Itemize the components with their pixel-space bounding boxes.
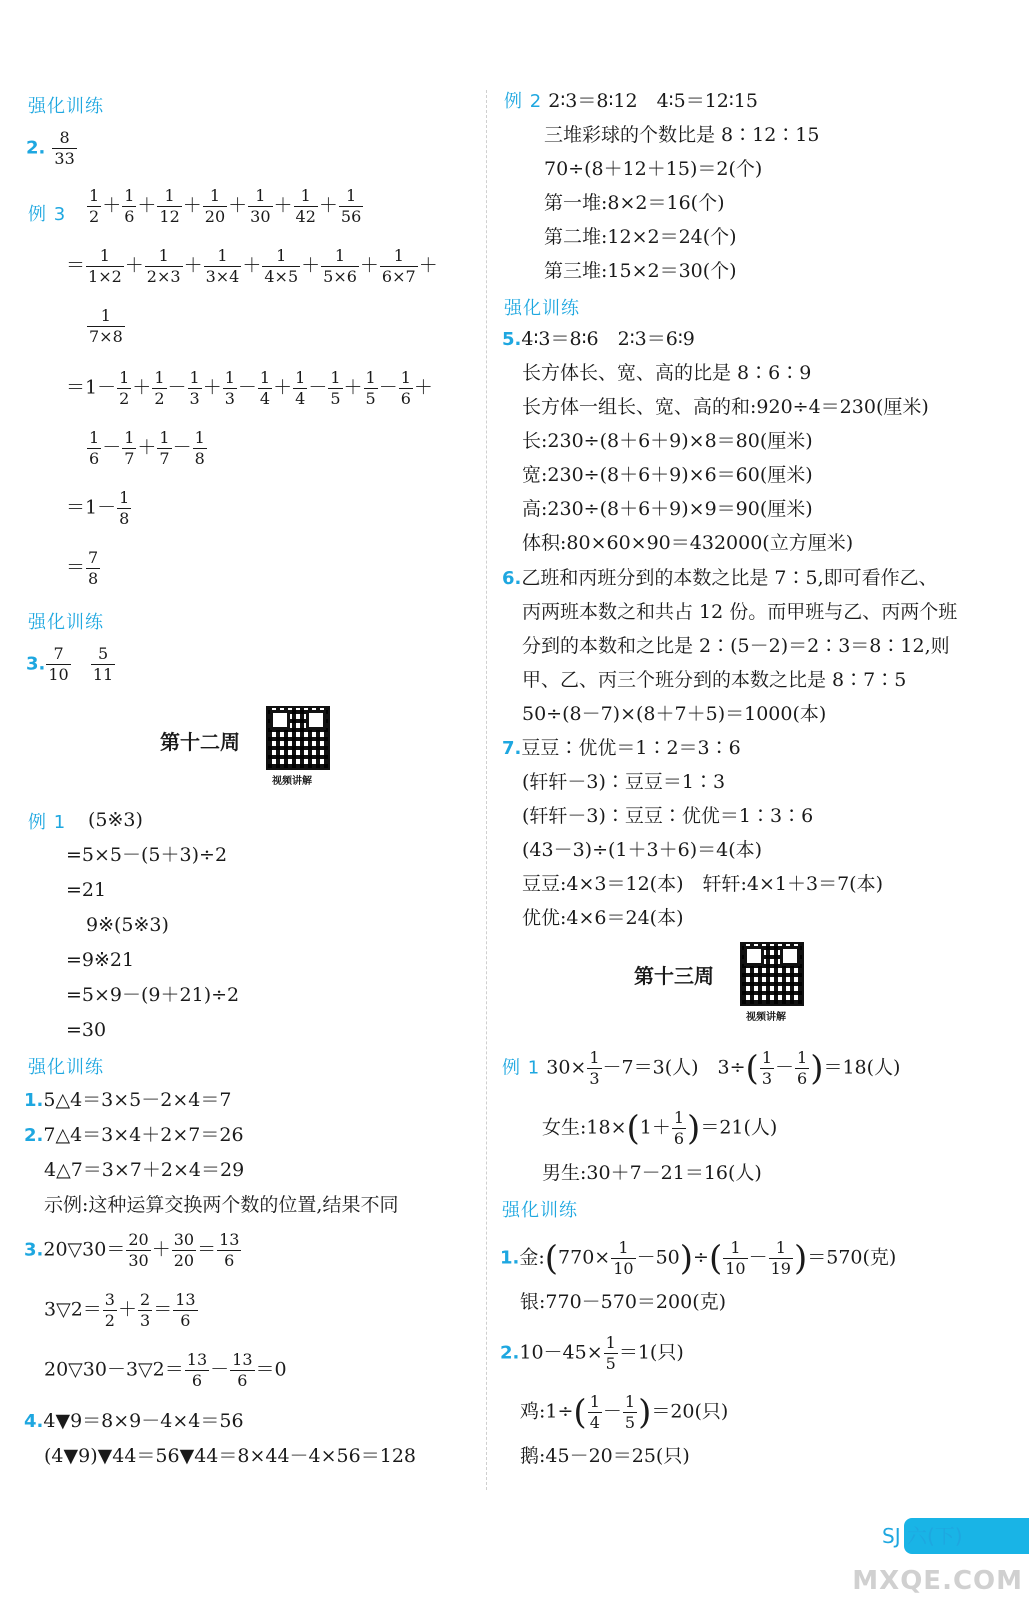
- w13-boys: 男生:30＋7－21＝16(人): [542, 1162, 762, 1184]
- week-title: 第十三周: [634, 964, 714, 988]
- fraction: $\frac{1}{4\times 5}$: [264, 246, 299, 286]
- answer-3: 3. $\frac{7}{10}$ $\frac{5}{11}$: [26, 644, 114, 684]
- fraction: $\frac{7}{8}$: [88, 548, 99, 588]
- answer-7: 7.豆豆∶优优＝1∶2＝3∶6: [502, 737, 741, 759]
- fraction: $\frac{1}{4}$: [295, 368, 306, 408]
- answer-line: 4△7＝3×7＋2×4＝29: [44, 1159, 245, 1181]
- fraction: $\frac{1}{7}$: [124, 428, 135, 468]
- fraction: $\frac{1}{6}$: [673, 1108, 685, 1148]
- fraction: $\frac{1}{10}$: [613, 1238, 634, 1278]
- answer-line: (4▼9)▼44＝56▼44＝8×44－4×56＝128: [44, 1445, 417, 1467]
- fraction: $\frac{1}{4}$: [259, 368, 271, 408]
- answer-line: (轩轩－3)∶豆豆∶优优＝1∶3∶6: [522, 805, 814, 827]
- fraction: $\frac{1}{19}$: [770, 1238, 791, 1278]
- grade-tag: SJ 六(下): [882, 1524, 963, 1548]
- qr-caption: 视频讲解: [272, 776, 312, 787]
- fraction: $\frac{1}{5}$: [365, 368, 376, 408]
- fraction: $\frac{1}{6}$: [89, 428, 100, 468]
- answer-2: 2.7△4＝3×4＋2×7＝26: [24, 1124, 244, 1146]
- fraction: $\frac{1}{2}$: [89, 186, 100, 226]
- w13-girls: 女生:18×(1＋ $\frac{1}{6}$ )＝21(人): [542, 1108, 778, 1149]
- ex3-line-3: [86, 306, 126, 347]
- fraction: $\frac{1}{20}$: [204, 186, 226, 226]
- answer-line: (轩轩－3)∶豆豆＝1∶3: [522, 771, 726, 793]
- ex2-line: 第二堆:12×2＝24(个): [544, 226, 737, 248]
- fraction: $\frac{3}{2}$: [104, 1290, 115, 1330]
- answer-4: 4.4▼9＝8×9－4×4＝56: [24, 1410, 244, 1432]
- fraction: $\frac{13}{6}$: [186, 1350, 208, 1390]
- fraction: $\frac{1}{5\times 6}$: [323, 246, 357, 286]
- week-title: 第十二周: [160, 730, 240, 754]
- fraction: $\frac{1}{10}$: [725, 1238, 746, 1278]
- qr-code-icon[interactable]: [740, 942, 804, 1006]
- answer-line: 长:230÷(8＋6＋9)×8＝80(厘米): [522, 430, 813, 452]
- answer-1: 1.金:(770× $\frac{1}{10}$ －50)÷( $\frac{1}{10}$ － $\frac{1}{19}$ )＝570(克): [500, 1238, 897, 1279]
- ex2-line: 例 2 2∶3＝8∶12 4∶5＝12∶15: [504, 90, 758, 112]
- fraction: $\frac{1}{2}$: [154, 368, 165, 408]
- fraction: $\frac{1}{6}$: [124, 186, 135, 226]
- fraction: $\frac{1}{8}$: [119, 488, 130, 528]
- ex3-line-7: ＝ $\frac{7}{8}$: [66, 548, 99, 588]
- fraction: $\frac{1}{30}$: [250, 186, 271, 226]
- ex2-line: 三堆彩球的个数比是 8∶12∶15: [544, 124, 820, 146]
- answer-line: 3▽2＝ $\frac{3}{2}$ ＋ $\frac{2}{3}$ ＝ $\frac{13}{6}$: [44, 1290, 196, 1330]
- fraction: $\frac{1}{3}$: [224, 368, 235, 408]
- answer-line: 20▽30－3▽2＝ $\frac{13}{6}$ － $\frac{13}{6}$ ＝0: [44, 1350, 287, 1390]
- ex2-line: 70÷(8＋12＋15)＝2(个): [544, 158, 763, 180]
- fraction: $\frac{13}{6}$: [232, 1350, 253, 1390]
- answer-line: 宽:230÷(8＋6＋9)×6＝60(厘米): [522, 464, 813, 486]
- answer-line: 鹅:45－20＝25(只): [520, 1445, 690, 1467]
- fraction: $\frac{1}{6\times 7}$: [381, 246, 416, 286]
- fraction: $\frac{7}{10}$: [48, 644, 69, 684]
- answer-3: 3.20▽30＝ $\frac{20}{30}$ ＋ $\frac{30}{20}$ ＝ $\frac{13}{6}$: [24, 1230, 240, 1270]
- answer-6: 6.乙班和丙班分到的本数之比是 7∶5,即可看作乙、: [502, 567, 938, 589]
- w13-ex1: 例 1 30× $\frac{1}{3}$ －7＝3(人) 3÷( $\frac{1}{3}$ － $\frac{1}{6}$ )＝18(人): [502, 1048, 901, 1089]
- ex3-line-1: $\frac{1}{2}$ ＋ $\frac{1}{6}$ ＋ $\frac{1}{12}$ ＋ $\frac{1}{20}$ ＋ $\frac{1}{30}$ ＋ $\frac{1}{42}$ ＋ $\frac{1}{56}$: [89, 186, 362, 226]
- answer-line: 鸡:1÷( $\frac{1}{4}$ － $\frac{1}{5}$ )＝20(只): [520, 1392, 729, 1433]
- watermark: MXQE.COM: [852, 1566, 1023, 1596]
- answer-line: 银:770－570＝200(克): [520, 1291, 727, 1313]
- ex1-line: (5※3): [88, 809, 143, 831]
- fraction: $\frac{1}{42}$: [295, 186, 316, 226]
- ex3-line-6: ＝1－ $\frac{1}{8}$: [66, 488, 130, 528]
- ex1-line: 9※(5※3): [86, 914, 169, 936]
- answer-line: 体积:80×60×90＝432000(立方厘米): [522, 532, 854, 554]
- answer-line: 示例:这种运算交换两个数的位置,结果不同: [44, 1194, 399, 1216]
- example-heading: 例 1: [28, 812, 67, 833]
- fraction: $\frac{1}{12}$: [159, 186, 180, 226]
- fraction: $\frac{13}{6}$: [175, 1290, 196, 1330]
- page-footer: [794, 1514, 1029, 1560]
- fraction: $\frac{2}{3}$: [140, 1290, 151, 1330]
- ex1-line: =9※21: [66, 949, 135, 971]
- fraction: $\frac{1}{6}$: [400, 368, 411, 408]
- ex3-line-2: ＝ $\frac{1}{1\times 2}$ ＋ $\frac{1}{2\times 3}$ ＋ $\frac{1}{3\times 4}$ ＋ $\frac{1}{4\times 5}$ ＋ $\frac{1}{5\times 6}$ ＋ $\frac{1}{6\times 7}$ ＋: [66, 246, 438, 286]
- ex3-line-5: $\frac{1}{6}$ － $\frac{1}{7}$ ＋ $\frac{1}{7}$ － $\frac{1}{8}$: [89, 428, 205, 468]
- section-heading: 强化训练: [502, 1200, 578, 1221]
- answer-line: 长方体长、宽、高的比是 8∶6∶9: [522, 362, 812, 384]
- fraction: $\frac{1}{6}$: [797, 1048, 808, 1088]
- answer-line: 长方体一组长、宽、高的和:920÷4＝230(厘米): [522, 396, 929, 418]
- answer-5: 5.4∶3＝8∶6 2∶3＝6∶9: [502, 328, 695, 350]
- ex2-line: 第三堆:15×2＝30(个): [544, 260, 737, 282]
- answer-line: 丙两班本数之和共占 12 份。而甲班与乙、丙两个班: [522, 601, 958, 623]
- ex1-line: =5×9－(9＋21)÷2: [66, 984, 240, 1006]
- ex1-line: =5×5－(5＋3)÷2: [66, 844, 228, 866]
- fraction: $\frac{1}{5}$: [624, 1392, 636, 1432]
- section-heading: 强化训练: [28, 612, 104, 633]
- answer-line: 优优:4×6＝24(本): [522, 907, 684, 929]
- section-heading: 强化训练: [28, 1057, 104, 1078]
- fraction: $\frac{8}{33}$: [54, 128, 75, 168]
- answer-1: 1.5△4＝3×5－2×4＝7: [24, 1089, 232, 1111]
- answer-line: 分到的本数和之比是 2∶(5－2)＝2∶3＝8∶12,则: [522, 635, 950, 657]
- answer-line: 高:230÷(8＋6＋9)×9＝90(厘米): [522, 498, 813, 520]
- fraction: $\frac{1}{4}$: [589, 1392, 600, 1432]
- fraction: $\frac{1}{3}$: [189, 368, 200, 408]
- fraction: $\frac{1}{8}$: [194, 428, 205, 468]
- fraction: $\frac{1}{7}$: [159, 428, 170, 468]
- fraction: $\frac{1}{5}$: [605, 1333, 616, 1373]
- ex1-line: =21: [66, 879, 107, 901]
- ex1-line: =30: [66, 1019, 107, 1041]
- fraction: $\frac{20}{30}$: [128, 1230, 149, 1270]
- fraction: $\frac{1}{3\times 4}$: [205, 246, 240, 286]
- qr-caption: 视频讲解: [746, 1012, 786, 1023]
- section-heading: 强化训练: [504, 298, 580, 319]
- fraction: $\frac{30}{20}$: [173, 1230, 195, 1270]
- fraction: $\frac{1}{7\times 8}$: [89, 306, 123, 346]
- answer-line: 甲、乙、丙三个班分到的本数之比是 8∶7∶5: [522, 669, 907, 691]
- fraction: $\frac{13}{6}$: [219, 1230, 240, 1270]
- answer-line: 50÷(8－7)×(8＋7＋5)＝1000(本): [522, 703, 827, 725]
- qr-code-icon[interactable]: [266, 706, 330, 770]
- fraction: $\frac{1}{3}$: [761, 1048, 772, 1088]
- fraction: $\frac{1}{2\times 3}$: [146, 246, 181, 286]
- fraction: $\frac{1}{1\times 2}$: [88, 246, 122, 286]
- answer-line: 豆豆:4×3＝12(本) 轩轩:4×1＋3＝7(本): [522, 873, 884, 895]
- column-divider: [486, 90, 487, 1490]
- ex3-line-4: ＝1－ $\frac{1}{2}$ ＋ $\frac{1}{2}$ － $\frac{1}{3}$ ＋ $\frac{1}{3}$ － $\frac{1}{4}$ ＋ $\frac{1}{4}$ － $\frac{1}{5}$ ＋ $\frac{1}{5}$ － $\frac{1}{6}$ ＋: [66, 368, 433, 408]
- ex2-line: 第一堆:8×2＝16(个): [544, 192, 725, 214]
- fraction: $\frac{1}{56}$: [340, 186, 362, 226]
- fraction: $\frac{1}{2}$: [119, 368, 130, 408]
- answer-2: 2.10－45× $\frac{1}{5}$ ＝1(只): [500, 1333, 684, 1373]
- answer-2: 2. $\frac{8}{33}$: [26, 128, 75, 168]
- example-heading: 例 3: [28, 204, 67, 225]
- answer-line: (43－3)÷(1＋3＋6)＝4(本): [522, 839, 763, 861]
- fraction: $\frac{5}{11}$: [92, 644, 114, 684]
- fraction: $\frac{1}{5}$: [330, 368, 341, 408]
- fraction: $\frac{1}{3}$: [589, 1048, 600, 1088]
- section-heading: 强化训练: [28, 96, 104, 117]
